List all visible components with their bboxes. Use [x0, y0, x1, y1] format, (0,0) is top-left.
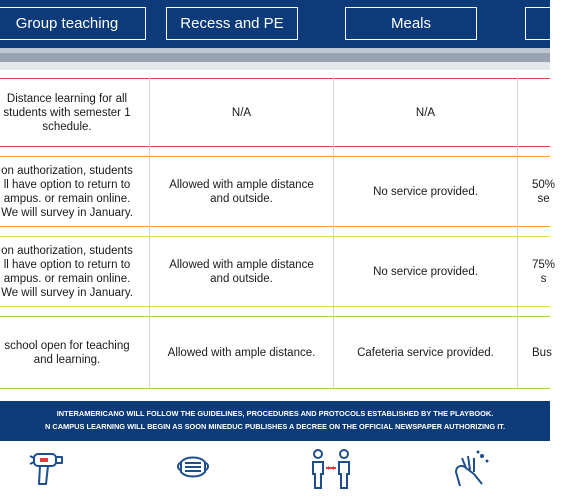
cell-text: Allowed with ample distance. [167, 346, 316, 359]
cell-text: Allowed with ample distance and outside. [169, 258, 314, 285]
row-divider-green [0, 388, 550, 389]
cell-text: on authorization, students ll have option to return to ampus. or remain online. We will survey in January. [1, 244, 133, 299]
header-divider-dark [0, 53, 550, 62]
table-cell-col2 [150, 317, 333, 388]
footer-banner [0, 401, 550, 441]
table-cell-col1 [0, 317, 148, 388]
cell-text: school open for teaching and learning. [4, 339, 130, 366]
hand-washing-icon [452, 448, 492, 490]
cell-text: Distance learning for all students with semester 1 schedule. [3, 92, 131, 133]
social-distance-icon [309, 448, 353, 494]
cell-text: N/A [231, 106, 252, 119]
tab-meals[interactable]: Meals [345, 7, 477, 40]
header-divider-light [0, 62, 550, 70]
table-cell-col3 [334, 317, 517, 388]
cell-text: No service provided. [373, 265, 478, 278]
table-cell-col3 [334, 157, 517, 226]
cell-text: on authorization, students ll have option to return to ampus. or remain online. We will survey in January. [1, 164, 133, 219]
table-cell-col1 [0, 79, 148, 146]
cell-text: Allowed with ample distance and outside. [169, 178, 314, 205]
table-cell-col4 [518, 157, 588, 226]
table-cell-col2 [150, 79, 333, 146]
table-cell-col2 [150, 157, 333, 226]
cell-text: Bus [532, 346, 552, 359]
row-divider-orange [0, 226, 550, 227]
tab-partial[interactable] [525, 7, 585, 40]
table-cell-col1 [0, 237, 148, 306]
thermometer-gun-icon [30, 448, 66, 494]
cell-text: No service provided. [373, 185, 478, 198]
table-cell-col4 [518, 237, 588, 306]
tab-group-teaching[interactable]: Group teaching [0, 7, 146, 40]
cell-text: 50% se [532, 178, 556, 205]
footer-line-2: N CAMPUS LEARNING WILL BEGIN AS SOON MINEDUC PUBLISHES A DECREE ON THE OFFICIAL NEWSPAPER AUTHORIZING IT. [44, 422, 505, 431]
table-cell-col2 [150, 237, 333, 306]
table-cell-col3 [334, 237, 517, 306]
row-divider-yellow [0, 306, 550, 307]
face-mask-icon [176, 448, 210, 484]
tab-recess-and-pe[interactable]: Recess and PE [166, 7, 298, 40]
table-cell-col1 [0, 157, 148, 226]
footer-line-1: INTERAMERICANO WILL FOLLOW THE GUIDELINES, PROCEDURES AND PROTOCOLS ESTABLISHED BY THE PLAYBOOK. [56, 409, 494, 418]
row-divider-red [0, 146, 550, 147]
table-cell-col4 [518, 79, 588, 146]
cell-text: N/A [415, 106, 436, 119]
table-cell-col4 [518, 317, 588, 388]
cell-text: 75% s [532, 258, 556, 285]
table-cell-col3 [334, 79, 517, 146]
cell-text: Cafeteria service provided. [357, 346, 494, 359]
